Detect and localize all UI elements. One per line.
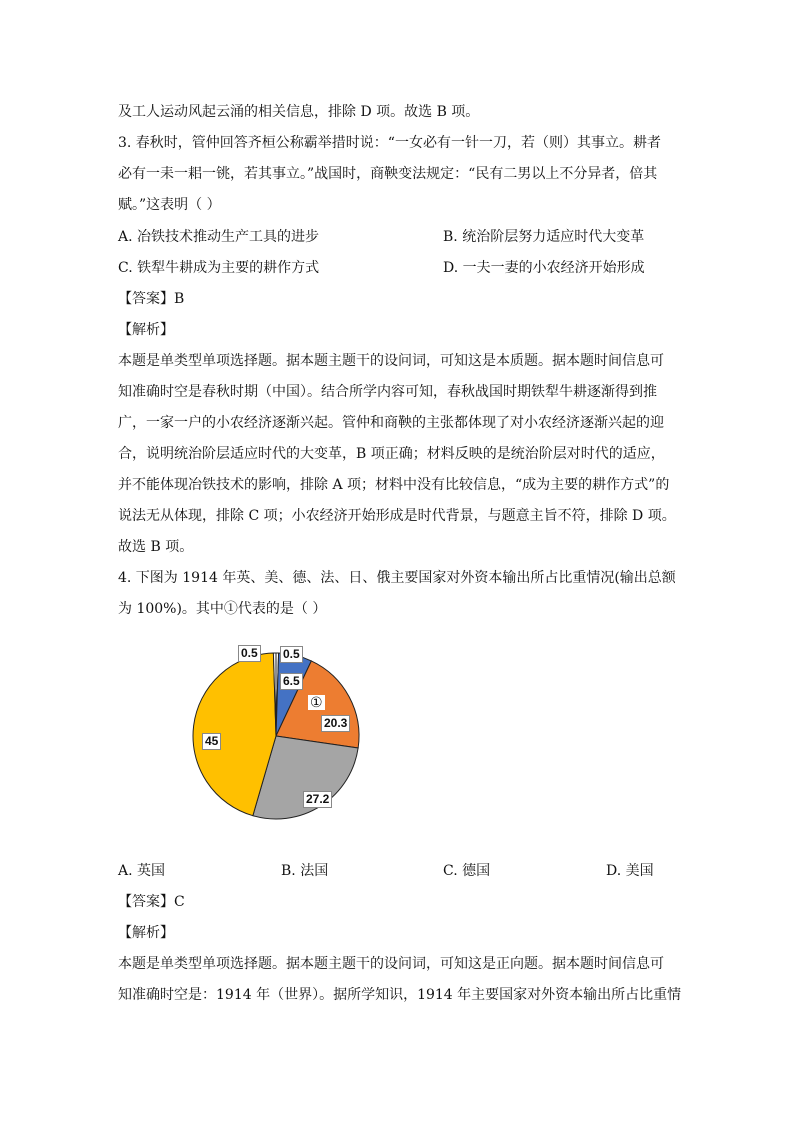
analysis-text: 故选 B 项。 <box>118 539 194 555</box>
analysis-text: 合，说明统治阶层适应时代的大变革，B 项正确；材料反映的是统治阶层对时代的适应， <box>118 446 665 462</box>
analysis-text: 并不能体现冶铁技术的影响，排除 A 项；材料中没有比较信息，“成为主要的耕作方式”的 <box>118 477 670 493</box>
option-a[interactable]: A. 冶铁技术推动生产工具的进步 <box>118 229 320 245</box>
option-a[interactable]: A. 英国 <box>118 863 166 879</box>
slice-marker: ① <box>310 694 323 710</box>
question-3-stem: 3. 春秋时，管仲回答齐桓公称霸举措时说：“一女必有一针一刀，若（则）其事立。耕者 <box>118 135 661 151</box>
option-c[interactable]: C. 铁犁牛耕成为主要的耕作方式 <box>118 260 320 276</box>
analysis-text: 本题是单类型单项选择题。据本题主题干的设问词，可知这是正向题。据本题时间信息可 <box>118 956 664 972</box>
analysis-text: 广，一家一户的小农经济逐渐兴起。管仲和商鞅的主张都体现了对小农经济逐渐兴起的迎 <box>118 415 664 431</box>
analysis-title: 【解析】 <box>118 925 174 941</box>
option-b[interactable]: B. 统治阶层努力适应时代大变革 <box>443 229 645 245</box>
text-line: 赋。”这表明（ ） <box>118 197 221 213</box>
analysis-text: 本题是单类型单项选择题。据本题主题干的设问词，可知这是本质题。据本题时间信息可 <box>118 353 664 369</box>
slice-label: 0.5 <box>238 645 261 662</box>
option-d[interactable]: D. 一夫一妻的小农经济开始形成 <box>443 260 645 276</box>
analysis-text: 知准确时空是春秋时期（中国）。结合所学内容可知，春秋战国时期铁犁牛耕逐渐得到推 <box>118 384 657 400</box>
question-4-stem: 为 100%)。其中①代表的是（ ） <box>118 601 327 617</box>
analysis-text: 知准确时空是：1914 年（世界）。据所学知识，1914 年主要国家对外资本输出所占比重情 <box>118 987 682 1003</box>
analysis-text: 说法无从体现，排除 C 项；小农经济开始形成是时代背景，与题意主旨不符，排除 D 项。 <box>118 508 676 524</box>
text-line: 及工人运动风起云涌的相关信息，排除 D 项。故选 B 项。 <box>118 104 480 120</box>
pie-chart-svg <box>190 636 400 836</box>
text-line: 必有一耒一耜一铫，若其事立。”战国时，商鞅变法规定：“民有二男以上不分异者，倍其 <box>118 166 658 182</box>
option-b[interactable]: B. 法国 <box>281 863 329 879</box>
slice-label: 45 <box>202 733 221 750</box>
slice-label: 27.2 <box>303 791 332 808</box>
analysis-title: 【解析】 <box>118 322 174 338</box>
option-d[interactable]: D. 美国 <box>606 863 654 879</box>
pie-chart <box>190 636 400 836</box>
option-c[interactable]: C. 德国 <box>443 863 491 879</box>
question-4-stem: 4. 下图为 1914 年英、美、德、法、日、俄主要国家对外资本输出所占比重情况(输出总额 <box>118 570 676 586</box>
answer-label: 【答案】C <box>118 894 185 910</box>
slice-label: 20.3 <box>321 715 350 732</box>
answer-label: 【答案】B <box>118 291 185 307</box>
slice-label: 0.5 <box>280 646 303 663</box>
slice-label: 6.5 <box>280 673 303 690</box>
